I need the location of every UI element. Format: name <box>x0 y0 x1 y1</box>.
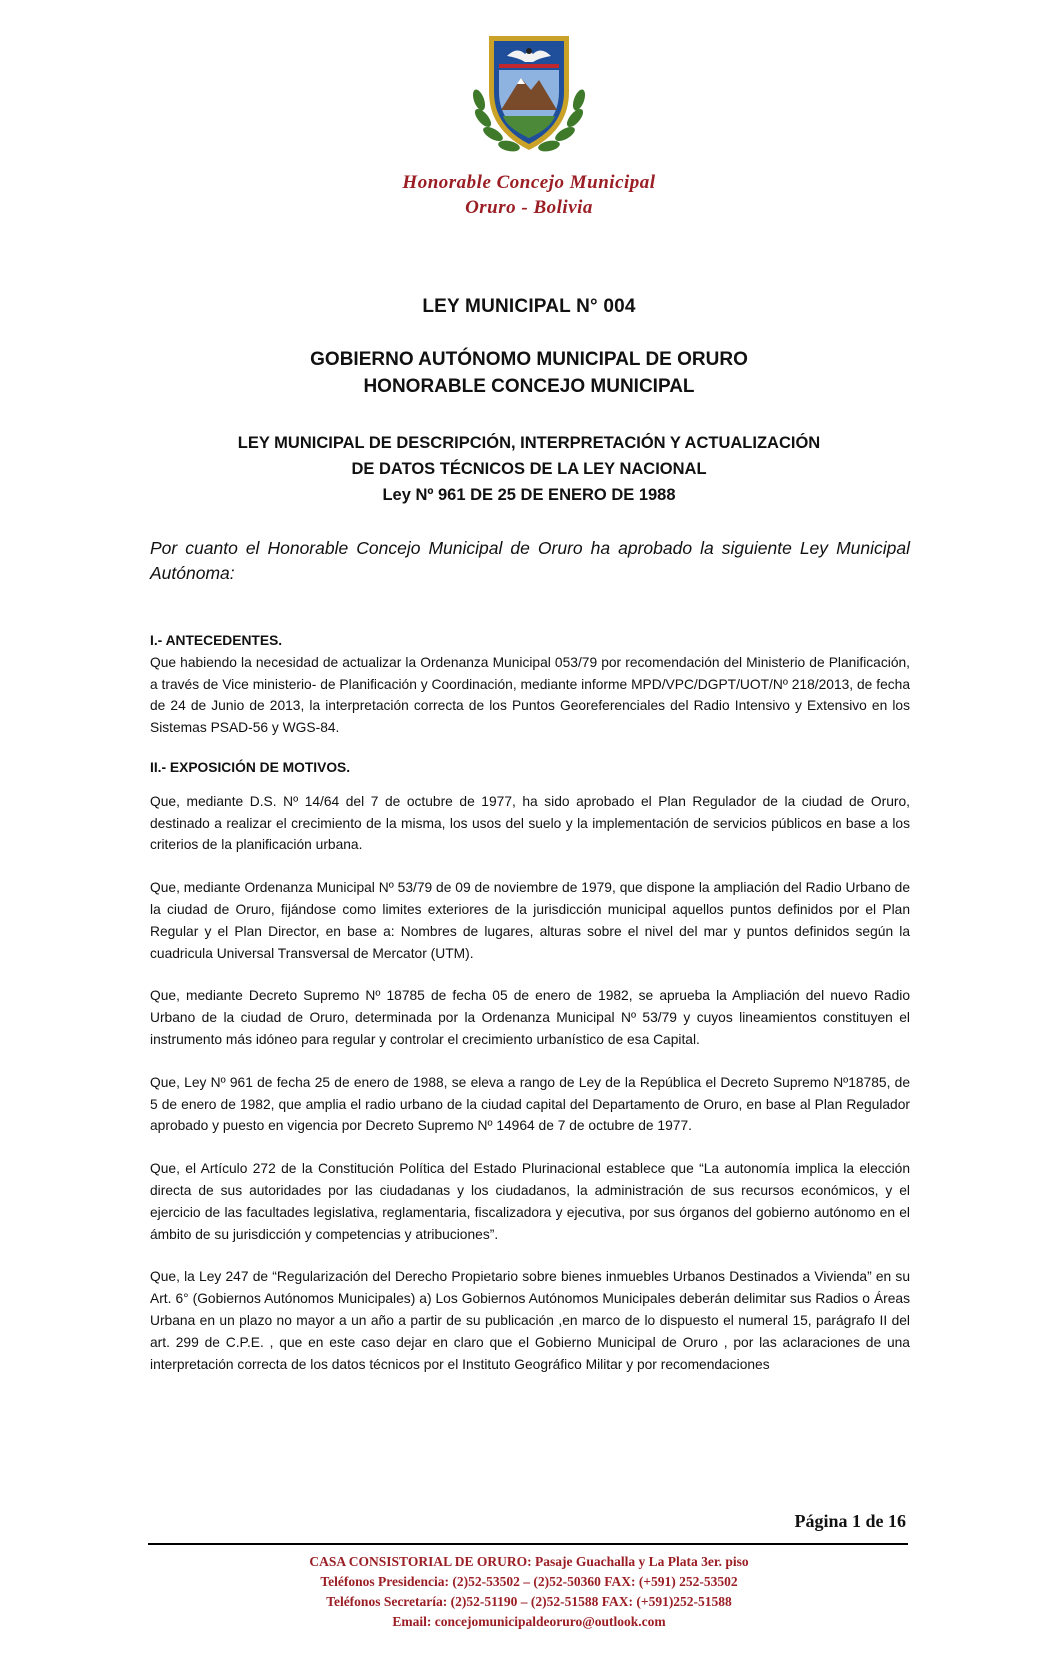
motivos-paragraph: Que, mediante D.S. Nº 14/64 del 7 de octubre de 1977, ha sido aprobado el Plan Regulador de la ciudad de Oruro, destinado a realizar el crecimiento de la misma, los usos del suelo y la implementación de servicios públicos en base a los criterios de la planificación urbana. <box>150 793 910 853</box>
antecedentes-paragraph: Que habiendo la necesidad de actualizar la Ordenanza Municipal 053/79 por recomendación del Ministerio de Planificación, a través de Vice ministerio- de Planificación y Coordinación, mediante informe MPD/VPC/DGPT/UOT/Nº 218/2013, de fecha de 24 de Junio de 2013, la interpretación correcta de los Puntos Georeferenciales del Radio Intensivo y Extensivo en los Sistemas PSAD-56 y WGS-84. <box>150 654 910 736</box>
footer-phones-presidency: Teléfonos Presidencia: (2)52-53502 – (2)52-50360 FAX: (+591) 252-53502 <box>320 1574 738 1589</box>
council-name <box>0 170 1058 220</box>
council-name-line2: Oruro - Bolivia <box>465 197 593 218</box>
government-heading <box>0 346 1058 400</box>
municipal-seal-logo <box>459 30 599 160</box>
motivos-paragraph: Que, el Artículo 272 de la Constitución Política del Estado Plurinacional establece que “La autonomía implica la elección directa de sus autoridades por las ciudadanas y los ciudadanos, la administración de sus recursos económicos, y el ejercicio de las facultades legislativa, reglamentaria, fiscalizadora y ejecutiva, por sus órganos del gobierno autónomo en el ámbito de su jurisdicción y competencias y atribuciones”. <box>150 1161 910 1242</box>
shield-icon <box>489 36 569 150</box>
footer-phones-secretary: Teléfonos Secretaría: (2)52-51190 – (2)52-51588 FAX: (+591)252-51588 <box>326 1594 732 1609</box>
motivos-paragraph: Que, Ley Nº 961 de fecha 25 de enero de 1988, se eleva a rango de Ley de la República el Decreto Supremo Nº18785, de 5 de enero de 1982, que amplia el radio urbano de la ciudad capital del Departamento de Oruro, en base al Plan Regulador aprobado y puesto en vigencia por Decreto Supremo Nº 14964 de 7 de octubre de 1977. <box>150 1074 910 1134</box>
document-body <box>150 630 910 1396</box>
intro-paragraph: Por cuanto el Honorable Concejo Municipal de Oruro ha aprobado la siguiente Ley Municipal Autónoma: <box>150 538 910 583</box>
footer-address: CASA CONSISTORIAL DE ORURO: Pasaje Guachalla y La Plata 3er. piso <box>309 1554 749 1569</box>
page-number: Página 1 de 16 <box>794 1511 906 1531</box>
gov-line-1: GOBIERNO AUTÓNOMO MUNICIPAL DE ORURO <box>310 349 748 370</box>
gov-line-2: HONORABLE CONCEJO MUNICIPAL <box>363 376 695 397</box>
footer-email: Email: concejomunicipaldeoruro@outlook.com <box>392 1614 666 1629</box>
law-line-3: Ley Nº 961 DE 25 DE ENERO DE 1988 <box>382 486 676 504</box>
document-footer <box>0 1552 1058 1632</box>
title-block <box>0 296 1058 508</box>
council-name-line1: Honorable Concejo Municipal <box>402 172 656 193</box>
document-header <box>0 30 1058 220</box>
law-line-2: DE DATOS TÉCNICOS DE LA LEY NACIONAL <box>351 460 707 478</box>
footer-divider <box>148 1543 908 1545</box>
section-heading-motivos: II.- EXPOSICIÓN DE MOTIVOS. <box>150 759 351 775</box>
ley-number-title: LEY MUNICIPAL N° 004 <box>422 296 636 317</box>
motivos-paragraph: Que, la Ley 247 de “Regularización del Derecho Propietario sobre bienes inmuebles Urbanos Destinados a Vivienda” en su Art. 6° (Gobiernos Autónomos Municipales) a) Los Gobiernos Autónomos Municipales deberán delimitar sus Radios o Áreas Urbana en un plazo no mayor a un año a partir de su publicación ,en marco de lo dispuesto el numeral 15, parágrafo II del art. 299 de C.P.E. , que en este caso dejar en claro que el Gobierno Municipal de Oruro , por las aclaraciones de una interpretación correcta de los datos técnicos por el Instituto Geográfico Militar y por recomendaciones <box>150 1269 910 1372</box>
motivos-paragraph: Que, mediante Ordenanza Municipal Nº 53/79 de 09 de noviembre de 1979, que dispone la ampliación del Radio Urbano de la ciudad de Oruro, fijándose como limites exteriores de la jurisdicción municipal aquellos puntos definidos por el Plan Regular y el Plan Director, en base a: Nombres de lugares, alturas sobre el nivel del mar y puntos definidos según la cuadricula Universal Transversal de Mercator (UTM). <box>150 880 910 961</box>
section-heading-antecedentes: I.- ANTECEDENTES. <box>150 633 283 648</box>
law-name-heading <box>0 430 1058 508</box>
motivos-paragraph: Que, mediante Decreto Supremo Nº 18785 de fecha 05 de enero de 1982, se aprueba la Ampliación del nuevo Radio Urbano de la ciudad de Oruro, determinada por la Ordenanza Municipal Nº 53/79 y cuyos lineamientos constituyen el instrumento más idóneo para regular y controlar el crecimiento urbanístico de esa Capital. <box>150 988 910 1047</box>
law-line-1: LEY MUNICIPAL DE DESCRIPCIÓN, INTERPRETACIÓN Y ACTUALIZACIÓN <box>237 434 821 452</box>
